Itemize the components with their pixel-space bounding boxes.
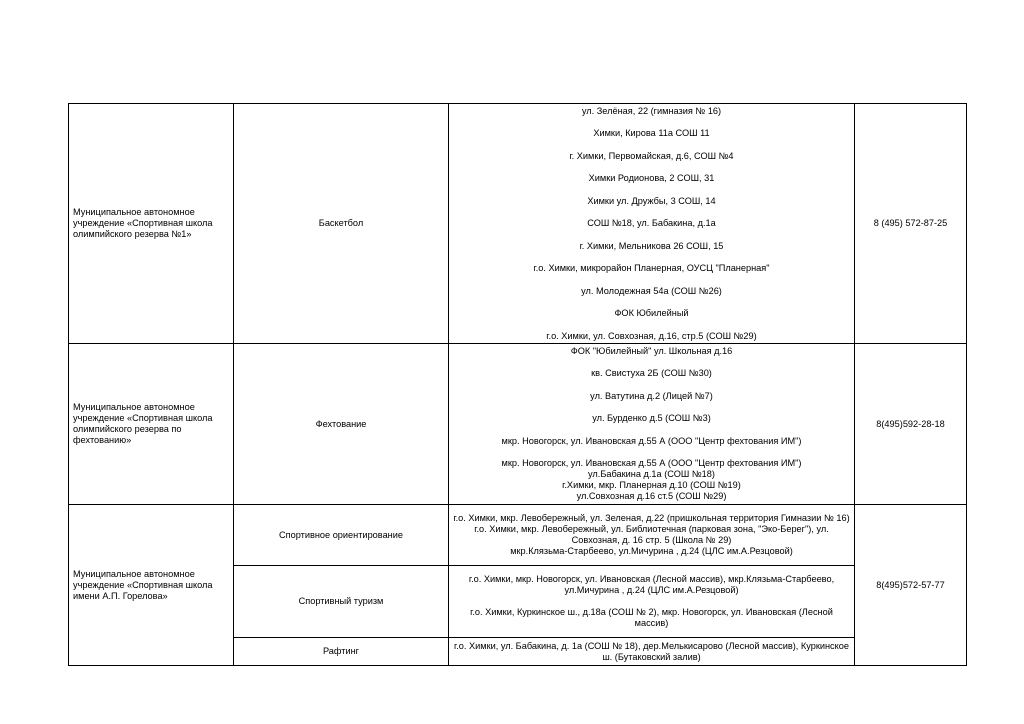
address-line: ул. Зелёная, 22 (гимназия № 16) <box>581 105 722 116</box>
address-line: г. Химки, Мельникова 26 СОШ, 15 <box>579 240 724 251</box>
phone-cell: 8(495)592-28-18 <box>855 344 967 505</box>
address-line: мкр. Новогорск, ул. Ивановская д.55 А (ООО "Центр фехтования ИМ") ул.Бабакина д.1а (СОШ №18) г.Химки, мкр. Планерная д.10 (СОШ №19) ул.Совхозная д.16 ст.5 (СОШ №29) <box>501 458 802 502</box>
address-cell <box>449 344 855 505</box>
address-line: г.о. Химки, ул. Бабакина, д. 1а (СОШ № 18), дер.Мелькисарово (Лесной массив), Куркинское ш. (Бутаковский залив) <box>454 640 849 662</box>
address-cell <box>449 638 855 666</box>
address-line: г.о. Химки, мкр. Новогорск, ул. Ивановская (Лесной массив), мкр.Клязьма-Старбеево, ул.Мичурина , д.24 (ЦЛС им.А.Резцовой) <box>468 573 835 595</box>
organization-cell: Муниципальное автономное учреждение «Спортивная школа олимпийского резерва №1» <box>69 104 234 344</box>
address-cell <box>449 566 855 638</box>
address-cell <box>449 104 855 344</box>
address-line: г.о. Химки, микрорайон Планерная, ОУСЦ "Планерная" <box>533 263 770 273</box>
phone-cell: 8(495)572-57-77 <box>855 505 967 666</box>
address-line: г.о. Химки, ул. Совхозная, д.16, стр.5 (СОШ №29) <box>546 330 757 341</box>
address-line: ул. Ватутина д.2 (Лицей №7) <box>590 390 713 401</box>
address-line: Химки, Кирова 11а СОШ 11 <box>593 128 710 138</box>
organization-cell: Муниципальное автономное учреждение «Спортивная школа олимпийского резерва по фехтованию» <box>69 344 234 505</box>
sport-cell: Спортивное ориентирование <box>234 505 449 566</box>
address-line: г.о. Химки, мкр. Левобережный, ул. Зеленая, д.22 (пришкольная территория Гимназии № 16) г.о. Химки, мкр. Левобережный, ул. Библиотечная (парковая зона, "Эко-Берег"), ул. Совхозная, д. 16 стр. 5 (Школа № 29) мкр.Клязьма-Старбеево, ул.Мичурина , д.24 (ЦЛС им.А.Резцовой) <box>453 513 850 556</box>
address-line: Химки Родионова, 2 СОШ, 31 <box>588 173 715 183</box>
address-line: ул. Молодежная 54а (СОШ №26) <box>581 285 722 296</box>
address-line: мкр. Новогорск, ул. Ивановская д.55 А (ООО "Центр фехтования ИМ") <box>501 435 802 446</box>
address-line: г. Химки, Первомайская, д.6, СОШ №4 <box>569 150 734 161</box>
address-cell <box>449 505 855 566</box>
address-line: ул. Бурденко д.5 (СОШ №3) <box>592 413 711 424</box>
address-line: кв. Свистуха 2Б (СОШ №30) <box>591 368 712 379</box>
sport-cell: Баскетбол <box>234 104 449 344</box>
table-row <box>69 344 967 505</box>
address-line: ФОК Юбилейный <box>614 308 689 318</box>
address-line: ФОК "Юбилейный" ул. Школьная д.16 <box>570 345 733 356</box>
address-line: Химки ул. Дружбы, 3 СОШ, 14 <box>587 195 716 206</box>
phone-cell: 8 (495) 572-87-25 <box>855 104 967 344</box>
table-row <box>69 104 967 344</box>
sport-cell: Рафтинг <box>234 638 449 666</box>
address-line: СОШ №18, ул. Бабакина, д.1а <box>587 218 716 228</box>
sports-schools-table <box>68 103 967 666</box>
table-row <box>69 505 967 566</box>
organization-cell: Муниципальное автономное учреждение «Спортивная школа имени А.П. Горелова» <box>69 505 234 666</box>
sport-cell: Спортивный туризм <box>234 566 449 638</box>
sport-cell: Фехтование <box>234 344 449 505</box>
address-line: г.о. Химки, Куркинское ш., д.18а (СОШ № 2), мкр. Новогорск, ул. Ивановская (Лесной массив) <box>470 607 833 629</box>
